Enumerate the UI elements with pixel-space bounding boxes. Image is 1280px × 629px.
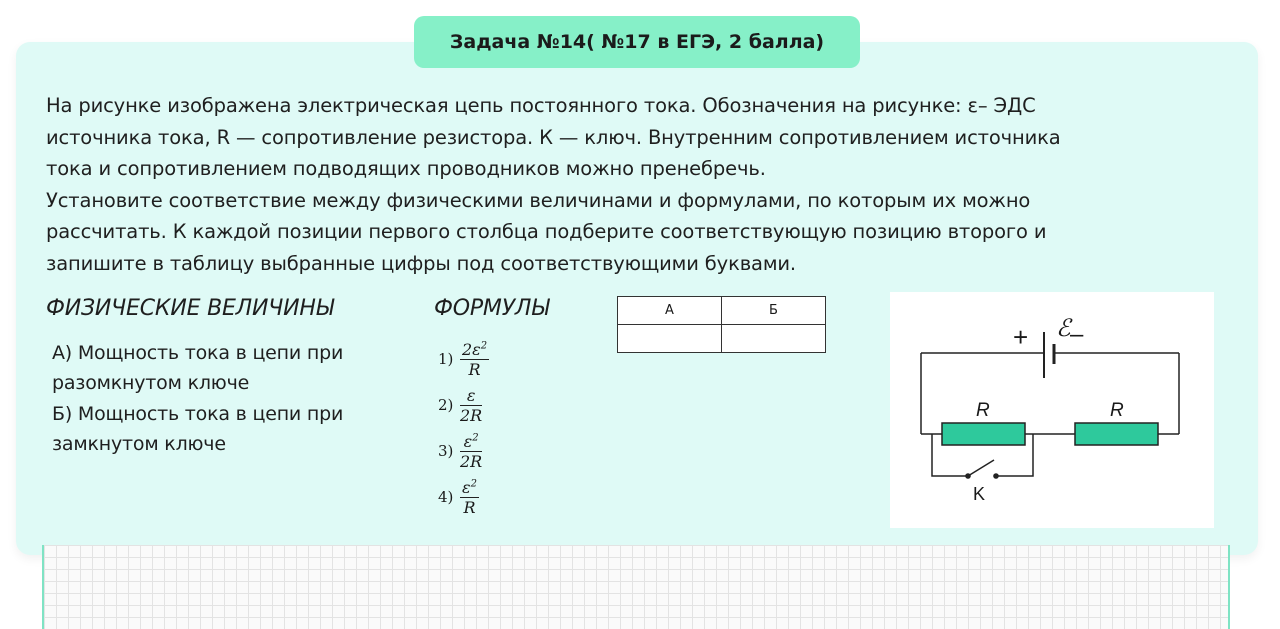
battery-plus-label: + — [1013, 322, 1029, 352]
formula-item — [438, 474, 558, 520]
task-title — [414, 16, 860, 68]
circuit-diagram — [890, 292, 1214, 528]
formula-numerator: ε — [463, 431, 473, 451]
key-blade — [968, 460, 994, 476]
formula-numerator: 2ε — [462, 339, 481, 359]
formulas-header: ФОРМУЛЫ — [434, 296, 550, 321]
emf-label: ℰ — [1056, 315, 1071, 342]
quantities-header: ФИЗИЧЕСКИЕ ВЕЛИЧИНЫ — [46, 296, 334, 321]
formula-number: 3) — [438, 442, 454, 460]
formula-exponent: 2 — [472, 432, 479, 444]
answer-header-a: А — [618, 297, 722, 325]
quantity-b: Б) Мощность тока в цепи при замкнутом ключе — [52, 403, 344, 455]
answer-table — [617, 296, 826, 353]
answer-cell-a[interactable] — [618, 325, 722, 353]
key-label: K — [973, 484, 986, 504]
formula-fraction — [460, 479, 479, 516]
formula-item — [438, 336, 558, 382]
formula-fraction — [460, 387, 482, 424]
formula-number: 4) — [438, 488, 454, 506]
key-contact-right — [993, 473, 999, 479]
formula-item — [438, 428, 558, 474]
problem-statement: На рисунке изображена электрическая цепь постоянного тока. Обозначения на рисунке: ε– ЭДС источника тока, R — сопротивление резистора. К — ключ. Внутренним сопротивлением источника тока и сопротивлением подводящих проводников можно пренебречь. Установите соответствие между физическими величинами и формулами, по которым их можно рассчитать. К каждой позиции первого столбца подберите соответствующую позицию второго и запишите в таблицу выбранные цифры под соответствующими буквами. — [46, 94, 1061, 275]
formula-item — [438, 382, 558, 428]
formula-fraction — [460, 341, 489, 378]
grid-background — [42, 545, 1230, 629]
quantity-a: А) Мощность тока в цепи при разомкнутом ключе — [52, 342, 344, 394]
formula-exponent: 2 — [470, 478, 477, 490]
resistor-left-label: R — [976, 400, 990, 421]
key-contact-left — [965, 473, 971, 479]
formula-number: 1) — [438, 350, 454, 368]
resistor-right — [1075, 423, 1158, 445]
task-title-text: Задача №14( №17 в ЕГЭ, 2 балла) — [449, 31, 825, 53]
resistor-left — [942, 423, 1025, 445]
formula-list — [438, 336, 558, 520]
formula-denominator: 2R — [460, 405, 483, 425]
formula-denominator: R — [468, 359, 481, 379]
formula-numerator: ε — [466, 385, 476, 405]
formula-denominator: 2R — [460, 451, 483, 471]
formula-fraction — [460, 433, 482, 470]
formula-numerator: ε — [462, 477, 471, 497]
answer-header-b: Б — [722, 297, 826, 325]
formula-exponent: 2 — [480, 340, 488, 352]
battery-minus-label: – — [1070, 321, 1084, 348]
answer-cell-b[interactable] — [722, 325, 826, 353]
formula-number: 2) — [438, 396, 454, 414]
formula-denominator: R — [463, 497, 476, 517]
circuit-svg — [890, 292, 1214, 528]
resistor-right-label: R — [1110, 400, 1124, 421]
